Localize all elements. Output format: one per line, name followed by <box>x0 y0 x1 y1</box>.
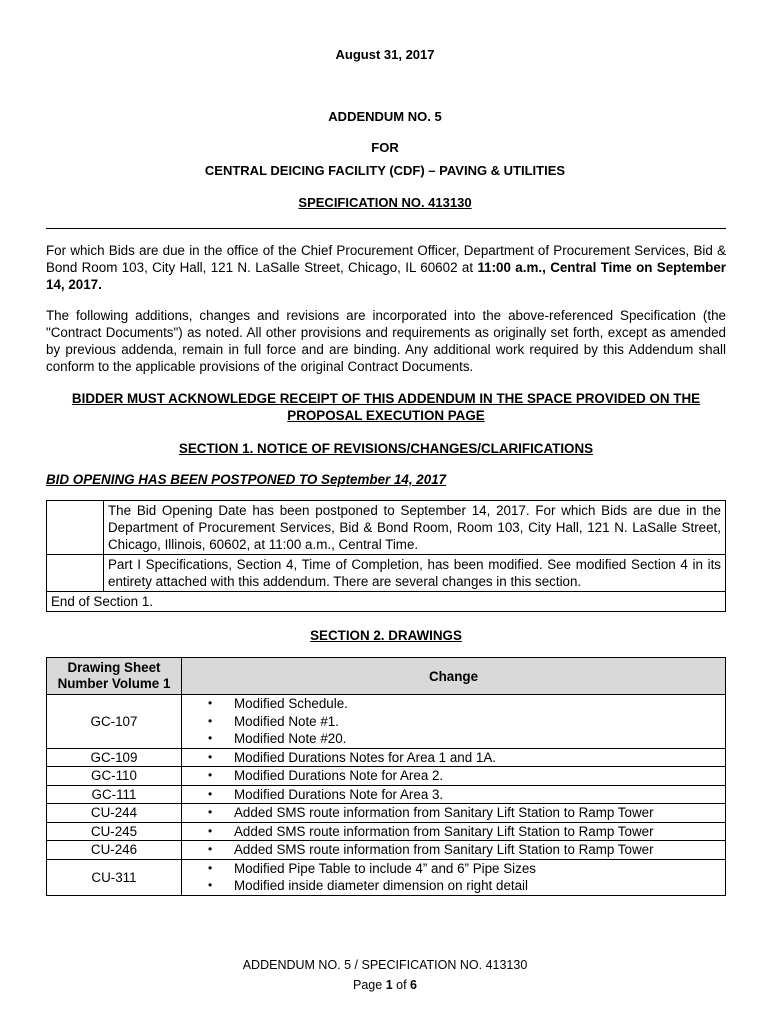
due-time: 11:00 a.m., Central Time on September 14, 2017. <box>46 260 727 292</box>
bid-opening-heading: BID OPENING HAS BEEN POSTPONED TO September 14, 2017 <box>46 472 447 487</box>
table-row <box>47 785 726 804</box>
change-text: Added SMS route information from Sanitary Lift Station to Ramp Tower <box>234 805 654 820</box>
change-text: Modified Note #20. <box>234 731 347 746</box>
change-list <box>186 804 721 822</box>
footer-page <box>0 978 770 992</box>
drawing-sheet-number: GC-111 <box>47 785 182 804</box>
intro-text: For which Bids are due in the office of the Chief Procurement Officer, Department of Procurement Services, Bid & Bond Room 103, City Hall, 121 N. LaSalle Street, Chicago, IL 60602 at <box>46 243 726 275</box>
bullet-icon: • <box>208 768 213 782</box>
change-list <box>186 823 721 841</box>
table-row <box>47 859 726 895</box>
list-item <box>186 713 721 731</box>
change-text: Modified inside diameter dimension on right detail <box>234 878 529 893</box>
change-cell <box>182 695 726 749</box>
change-list <box>186 786 721 804</box>
bullet-icon: • <box>208 878 213 892</box>
change-list <box>186 767 721 785</box>
change-list <box>186 841 721 859</box>
page-total: 6 <box>410 978 417 992</box>
list-item <box>186 860 721 878</box>
change-list <box>186 695 721 748</box>
section2-title: SECTION 2. DRAWINGS <box>310 628 462 643</box>
list-item <box>186 767 721 785</box>
table-row <box>47 592 726 612</box>
document-date: August 31, 2017 <box>335 47 435 62</box>
list-item <box>186 730 721 748</box>
drawing-sheet-number: GC-110 <box>47 767 182 786</box>
change-list <box>186 749 721 767</box>
drawing-sheet-number: GC-109 <box>47 748 182 767</box>
table-row <box>47 748 726 767</box>
change-cell <box>182 859 726 895</box>
change-text: Added SMS route information from Sanitary Lift Station to Ramp Tower <box>234 842 654 857</box>
bullet-icon: • <box>208 749 213 764</box>
section1-title: SECTION 1. NOTICE OF REVISIONS/CHANGES/CLARIFICATIONS <box>178 441 594 456</box>
page-number: 1 <box>385 978 393 992</box>
row-number-cell <box>47 501 104 555</box>
change-cell <box>182 748 726 767</box>
specification-number: SPECIFICATION NO. 413130 <box>298 195 472 210</box>
list-item <box>186 749 721 767</box>
for-label: FOR <box>371 140 399 155</box>
change-cell <box>182 785 726 804</box>
bullet-icon: • <box>208 842 213 856</box>
list-item <box>186 823 721 841</box>
table-row <box>47 804 726 823</box>
drawing-sheet-number: CU-246 <box>47 841 182 860</box>
revision-text: The Bid Opening Date has been postponed to September 14, 2017. For which Bids are due in the Department of Procurement Services, Bid & Bond Room, Room 103, City Hall, 121 N. LaSalle Street, Chicago, Illinois, 60602, at 11:00 a.m., Central Time. <box>104 501 726 555</box>
col-header-sheet: Drawing Sheet Number Volume 1 <box>47 658 182 695</box>
col-header-change: Change <box>182 658 726 695</box>
change-text: Added SMS route information from Sanitary Lift Station to Ramp Tower <box>234 823 654 839</box>
change-list <box>186 860 721 895</box>
change-cell <box>182 804 726 823</box>
change-text: Modified Durations Notes for Area 1 and 1A. <box>234 749 497 765</box>
bullet-icon: • <box>208 823 213 838</box>
drawing-sheet-number: GC-107 <box>47 695 182 749</box>
bullet-icon: • <box>208 713 213 728</box>
section1-table <box>46 500 726 612</box>
drawings-body <box>47 695 726 896</box>
acknowledge-notice: BIDDER MUST ACKNOWLEDGE RECEIPT OF THIS ADDENDUM IN THE SPACE PROVIDED ON THE PROPOSAL EXECUTION PAGE <box>71 391 701 423</box>
change-text: Modified Schedule. <box>234 696 348 711</box>
table-row <box>47 767 726 786</box>
page-prefix: Page <box>353 978 386 992</box>
table-row <box>47 501 726 555</box>
addendum-number: ADDENDUM NO. 5 <box>328 109 442 124</box>
change-text: Modified Durations Note for Area 2. <box>234 768 444 783</box>
table-row <box>47 841 726 860</box>
change-text: Modified Pipe Table to include 4” and 6” Pipe Sizes <box>234 860 536 876</box>
footer-spec: ADDENDUM NO. 5 / SPECIFICATION NO. 413130 <box>242 958 528 972</box>
drawing-sheet-number: CU-311 <box>47 859 182 895</box>
change-text: Modified Durations Note for Area 3. <box>234 786 444 802</box>
table-row <box>47 822 726 841</box>
table-row <box>47 555 726 592</box>
list-item <box>186 695 721 713</box>
bullet-icon: • <box>208 786 213 801</box>
page-of: of <box>392 978 411 992</box>
list-item <box>186 841 721 859</box>
header-divider <box>46 228 726 229</box>
drawing-sheet-number: CU-245 <box>47 822 182 841</box>
list-item <box>186 877 721 895</box>
bullet-icon: • <box>208 731 213 745</box>
list-item <box>186 786 721 804</box>
row-number-cell <box>47 555 104 592</box>
drawing-sheet-number: CU-244 <box>47 804 182 823</box>
revision-text: Part I Specifications, Section 4, Time of Completion, has been modified. See modified Section 4 in its entirety attached with this addendum. There are several changes in this section. <box>104 555 726 592</box>
change-text: Modified Note #1. <box>234 713 339 729</box>
revisions-paragraph: The following additions, changes and revisions are incorporated into the above-referenced Specification (the "Contract Documents") as noted. All other provisions and requirements as originally set forth, except as amended by previous addenda, remain in full force and are binding. Any additional work required by this Addendum shall conform to the applicable provisions of the original Contract Documents. <box>46 308 726 374</box>
intro-paragraph <box>46 242 726 293</box>
change-cell <box>182 822 726 841</box>
bullet-icon: • <box>208 805 213 819</box>
project-title: CENTRAL DEICING FACILITY (CDF) – PAVING & UTILITIES <box>204 163 566 178</box>
bullet-icon: • <box>208 696 213 710</box>
bullet-icon: • <box>208 860 213 875</box>
change-cell <box>182 841 726 860</box>
list-item <box>186 804 721 822</box>
change-cell <box>182 767 726 786</box>
section1-end: End of Section 1. <box>47 592 726 612</box>
table-header-row <box>47 658 726 695</box>
drawings-table <box>46 657 726 896</box>
table-row <box>47 695 726 749</box>
